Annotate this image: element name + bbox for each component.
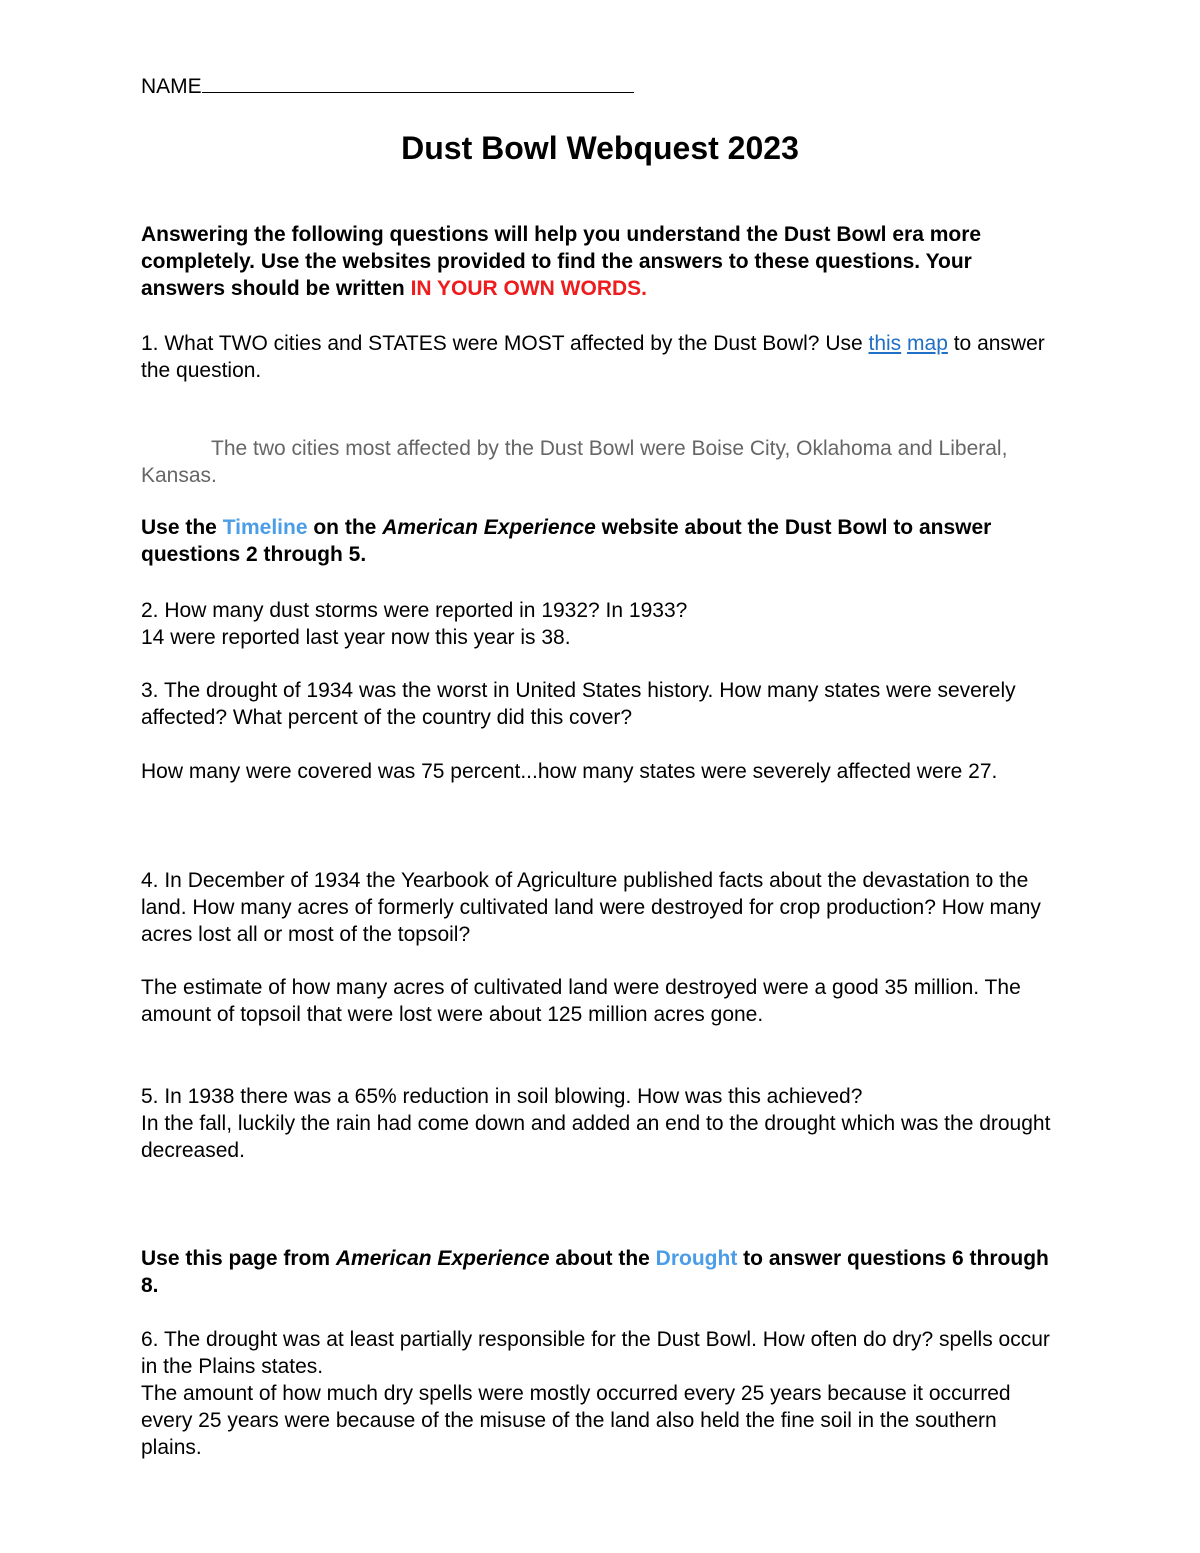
section-a-text-2: on the bbox=[307, 516, 383, 539]
question-1 bbox=[141, 330, 1061, 384]
question-2: 2. How many dust storms were reported in 1932? In 1933? bbox=[141, 599, 688, 622]
section-b-italic: American Experience bbox=[335, 1247, 550, 1270]
answer-1 bbox=[141, 435, 1061, 489]
question-1-text-after: to answer the question. bbox=[141, 332, 1045, 382]
page-title: Dust Bowl Webquest 2023 bbox=[401, 130, 799, 166]
question-5: 5. In 1938 there was a 65% reduction in soil blowing. How was this achieved? bbox=[141, 1085, 863, 1108]
section-a-italic: American Experience bbox=[382, 516, 596, 539]
intro-instructions bbox=[141, 221, 1061, 302]
section-b-text-1: Use this page from bbox=[141, 1247, 336, 1270]
name-field bbox=[141, 70, 1061, 100]
section-a-text-1: Use the bbox=[141, 516, 223, 539]
answer-1-text: The two cities most affected by the Dust Bowl were Boise City, Oklahoma and Liberal, Kansas. bbox=[141, 437, 1008, 487]
section-a-text-3: website about the Dust Bowl to answer questions 2 through 5. bbox=[141, 516, 992, 566]
answer-5: In the fall, luckily the rain had come down and added an end to the drought which was the drought decreased. bbox=[141, 1112, 1051, 1162]
section-b-text-3: to answer questions 6 through 8. bbox=[141, 1247, 1049, 1297]
answer-3: How many were covered was 75 percent...how many states were severely affected were 27. bbox=[141, 760, 998, 783]
name-blank-line[interactable] bbox=[202, 70, 634, 93]
intro-emphasis: IN YOUR OWN WORDS. bbox=[410, 277, 648, 300]
section-b-instructions bbox=[141, 1245, 1061, 1299]
this-map-link-1[interactable]: this bbox=[868, 332, 902, 355]
answer-6: The amount of how much dry spells were mostly occurred every 25 years because it occurred every 25 years were because of the misuse of the land also held the fine soil in the southern plains. bbox=[141, 1382, 1011, 1459]
question-6: 6. The drought was at least partially responsible for the Dust Bowl. How often do dry? spells occur in the Plains states. bbox=[141, 1328, 1050, 1378]
answer-4: The estimate of how many acres of cultivated land were destroyed were a good 35 million. The amount of topsoil that were lost were about 125 million acres gone. bbox=[141, 976, 1021, 1026]
this-map-link-2[interactable]: map bbox=[907, 332, 948, 355]
answer-2: 14 were reported last year now this year is 38. bbox=[141, 626, 571, 649]
question-3: 3. The drought of 1934 was the worst in United States history. How many states were severely affected? What percent of the country did this cover? bbox=[141, 679, 1016, 729]
question-1-text-before: 1. What TWO cities and STATES were MOST affected by the Dust Bowl? Use bbox=[141, 332, 869, 355]
section-a-instructions bbox=[141, 514, 1061, 568]
question-4: 4. In December of 1934 the Yearbook of Agriculture published facts about the devastation to the land. How many acres of formerly cultivated land were destroyed for crop production? How many acres lost all or most of the topsoil? bbox=[141, 869, 1041, 946]
section-b-text-2: about the bbox=[549, 1247, 656, 1270]
name-label: NAME bbox=[141, 75, 202, 98]
timeline-link[interactable]: Timeline bbox=[222, 516, 308, 539]
drought-link[interactable]: Drought bbox=[655, 1247, 738, 1270]
intro-text: Answering the following questions will help you understand the Dust Bowl era more completely. Use the websites provided to find the answers to these questions. Your answers should be written bbox=[141, 223, 982, 300]
